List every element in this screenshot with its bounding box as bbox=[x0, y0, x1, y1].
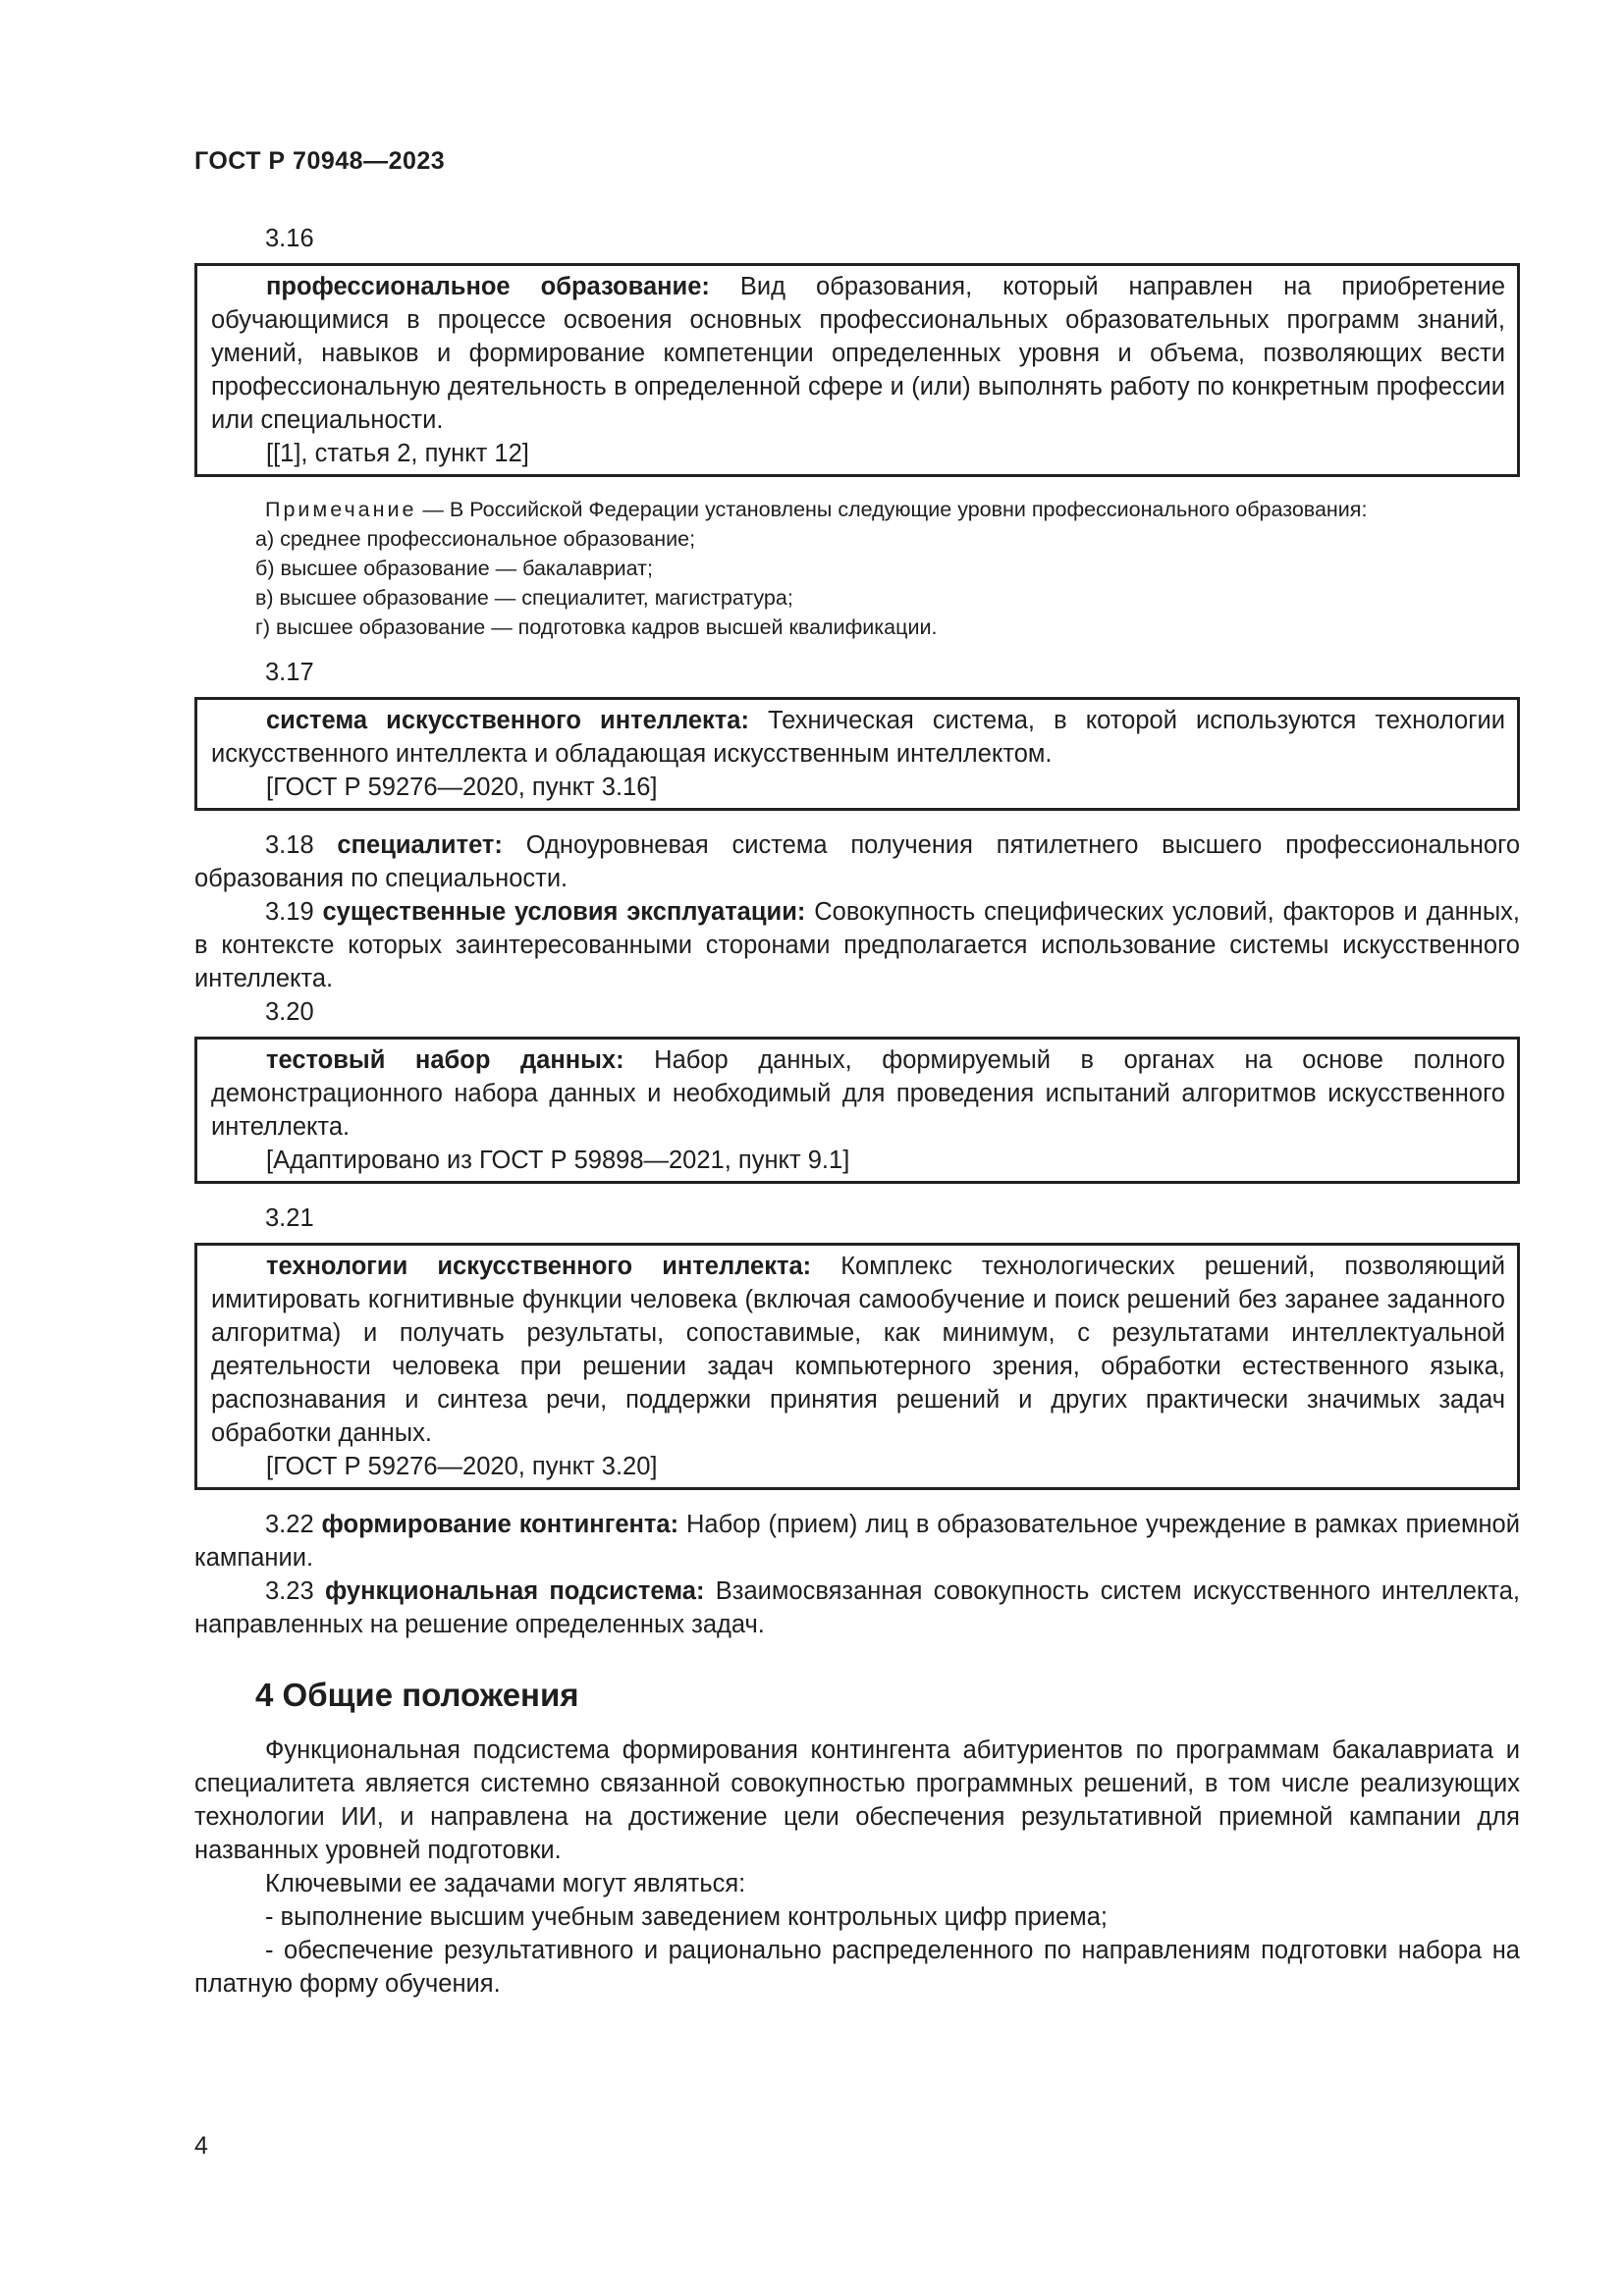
note-item: б) высшее образование — бакалавриат; bbox=[255, 557, 653, 580]
note-block bbox=[194, 495, 1520, 642]
definition-text bbox=[211, 1043, 1505, 1144]
inline-definition bbox=[194, 1508, 1520, 1575]
definition-body: Вид образования, который направлен на приобретение обучающимися в процессе освоения основных профессиональных образовательных программ знаний, умений, навыков и формирование компетенции определенных уровня и объема, позволяющих вести профессиональную деятельность в определенной сфере и (или) выполнять работу по конкретным профессии или специальности. bbox=[211, 273, 1505, 434]
entry-number: 3.18 bbox=[265, 831, 338, 859]
page-number: 4 bbox=[194, 2132, 208, 2160]
note-label: Примечание bbox=[265, 498, 417, 521]
definition-body: Одноуровневая система получения пятилетнего высшего профессионального образования по специальности. bbox=[194, 831, 1521, 892]
note-item: а) среднее профессиональное образование; bbox=[255, 527, 696, 551]
entry-number: 3.20 bbox=[265, 998, 314, 1026]
section-paragraph: Функциональная подсистема формирования контингента абитуриентов по программам бакалавриата и специалитета является системно связанной совокупностью программных решений, в том числе реализующих технологии ИИ, и направлена на достижение цели обеспечения результативной приемной кампании для названных уровней подготовки. bbox=[194, 1736, 1520, 1864]
definition-body: Комплекс технологических решений, позволяющий имитировать когнитивные функции человека (включая самообучение и поиск решений без заранее заданного алгоритма) и получать результаты, сопоставимые, как минимум, с результатами интеллектуальной деятельности человека при решении задач компьютерного зрения, обработки естественного языка, распознавания и синтеза речи, поддержки принятия решений и других практически значимых задач обработки данных. bbox=[211, 1253, 1505, 1447]
definition-body: Взаимосвязанная совокупность систем искусственного интеллекта, направленных на решение определенных задач. bbox=[194, 1577, 1521, 1638]
definition-source: [Адаптировано из ГОСТ Р 59898—2021, пункт 9.1] bbox=[266, 1147, 850, 1174]
entry-number: 3.23 bbox=[265, 1577, 325, 1605]
definition-box bbox=[194, 263, 1520, 477]
section-title: 4 Общие положения bbox=[255, 1677, 579, 1713]
definition-source: [[1], статья 2, пункт 12] bbox=[266, 440, 529, 467]
definition-term: профессиональное образование: bbox=[266, 273, 710, 300]
list-item: - выполнение высшим учебным заведением контрольных цифр приема; bbox=[265, 1903, 1108, 1931]
entry-number: 3.22 bbox=[265, 1511, 322, 1538]
definition-body: Набор данных, формируемый в органах на основе полного демонстрационного набора данных и необходимый для проведения испытаний алгоритмов искусственного интеллекта. bbox=[211, 1046, 1505, 1141]
note-lead bbox=[194, 495, 1520, 524]
inline-definition bbox=[194, 895, 1520, 995]
note-item: г) высшее образование — подготовка кадров высшей квалификации. bbox=[255, 615, 938, 639]
definition-term: функциональная подсистема: bbox=[324, 1577, 705, 1605]
note-lead-text: — В Российской Федерации установлены следующие уровни профессионального образования: bbox=[416, 498, 1368, 521]
entry-number: 3.17 bbox=[265, 659, 314, 686]
definition-box bbox=[194, 1243, 1520, 1490]
note-item: в) высшее образование — специалитет, магистратура; bbox=[255, 586, 793, 610]
definition-text bbox=[211, 1250, 1505, 1450]
definition-body: Набор (прием) лиц в образовательное учреждение в рамках приемной кампании. bbox=[194, 1511, 1520, 1572]
definition-source: [ГОСТ Р 59276—2020, пункт 3.16] bbox=[266, 774, 658, 801]
definition-box bbox=[194, 1037, 1520, 1184]
definition-box bbox=[194, 697, 1520, 811]
definition-text bbox=[211, 704, 1505, 771]
definition-term: система искусственного интеллекта: bbox=[266, 707, 749, 734]
definition-term: технологии искусственного интеллекта: bbox=[266, 1253, 812, 1280]
entry-number: 3.16 bbox=[265, 225, 314, 252]
definition-body: Техническая система, в которой используются технологии искусственного интеллекта и обладающая искусственным интеллектом. bbox=[211, 707, 1505, 768]
definition-text bbox=[211, 270, 1505, 437]
definition-term: формирование контингента: bbox=[321, 1511, 679, 1538]
definition-source: [ГОСТ Р 59276—2020, пункт 3.20] bbox=[266, 1453, 658, 1480]
entry-number: 3.19 bbox=[265, 898, 323, 926]
definition-term: специалитет: bbox=[337, 831, 503, 859]
list-item: - обеспечение результативного и рационально распределенного по направлениям подготовки набора на платную форму обучения. bbox=[194, 1937, 1520, 1998]
document-header: ГОСТ Р 70948—2023 bbox=[194, 147, 446, 175]
definition-body: Совокупность специфических условий, факторов и данных, в контексте которых заинтересованными сторонами предполагается использование системы искусственного интеллекта. bbox=[194, 898, 1520, 992]
document-body bbox=[194, 222, 1520, 2001]
entry-number: 3.21 bbox=[265, 1204, 314, 1232]
definition-term: тестовый набор данных: bbox=[266, 1046, 624, 1074]
inline-definition bbox=[194, 1575, 1520, 1641]
definition-term: существенные условия эксплуатации: bbox=[322, 898, 806, 926]
section-paragraph: Ключевыми ее задачами могут являться: bbox=[265, 1870, 746, 1897]
inline-definition bbox=[194, 828, 1520, 895]
